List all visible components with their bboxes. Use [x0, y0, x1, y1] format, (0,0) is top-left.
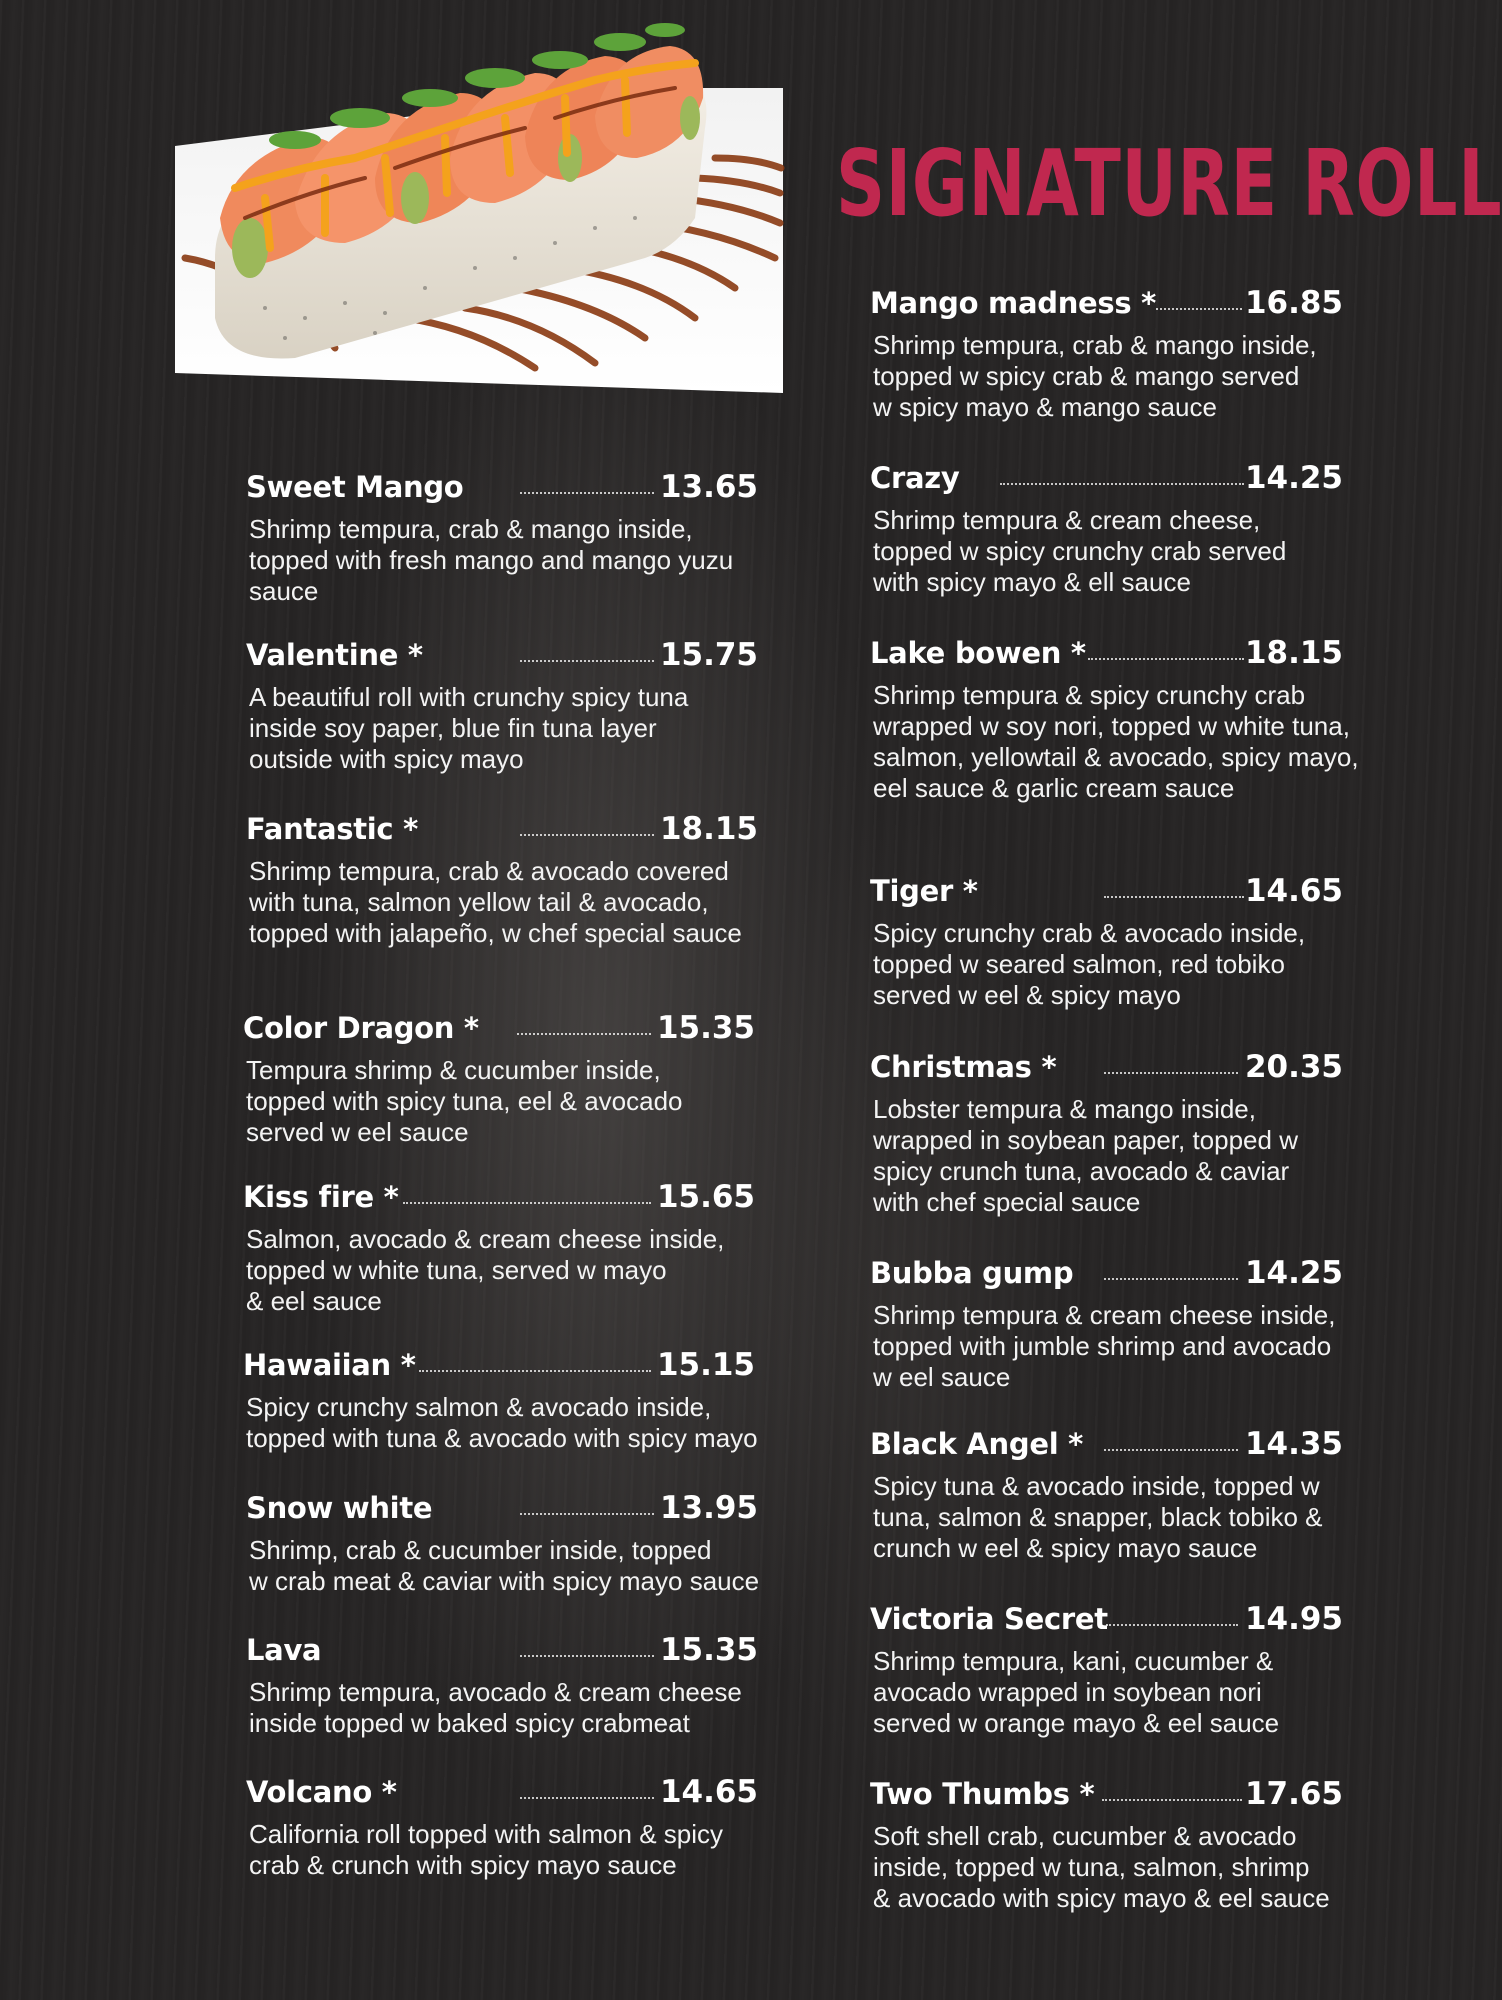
item-name: Lava [246, 1633, 322, 1667]
item-price: 15.65 [656, 1179, 755, 1215]
item-name: Christmas * [870, 1050, 1057, 1084]
item-price: 15.75 [659, 637, 758, 673]
item-price: 14.65 [1244, 873, 1343, 909]
menu-item [870, 633, 1359, 804]
dotted-leader [520, 834, 654, 836]
item-description: Tempura shrimp & cucumber inside, topped with spicy tuna, eel & avocado served w eel sauce [246, 1055, 683, 1147]
item-name: Snow white [246, 1491, 433, 1525]
item-price: 15.35 [656, 1010, 755, 1046]
item-name: Lake bowen * [870, 636, 1086, 670]
item-price: 17.65 [1244, 1776, 1343, 1812]
item-name: Crazy [870, 461, 960, 495]
item-price: 18.15 [1244, 635, 1343, 671]
menu-item [243, 1345, 765, 1454]
item-price: 14.65 [659, 1774, 758, 1810]
item-name: Sweet Mango [246, 470, 464, 504]
item-description: Shrimp tempura, crab & mango inside, topped w spicy crab & mango served w spicy mayo & mango sauce [873, 330, 1317, 422]
dotted-leader [1104, 1449, 1238, 1451]
item-name: Volcano * [246, 1775, 397, 1809]
item-price: 14.35 [1244, 1426, 1343, 1462]
item-description: Shrimp tempura, kani, cucumber & avocado wrapped in soybean nori served w orange mayo & eel sauce [873, 1646, 1280, 1738]
item-name: Black Angel * [870, 1427, 1084, 1461]
item-description: Shrimp tempura, crab & mango inside, topped with fresh mango and mango yuzu sauce [249, 514, 734, 606]
item-price: 15.15 [656, 1347, 755, 1383]
item-name: Fantastic * [246, 812, 418, 846]
dotted-leader [1088, 658, 1244, 660]
dotted-leader [1102, 1799, 1242, 1801]
menu-item [870, 1047, 1345, 1218]
menu-item [243, 1177, 765, 1317]
dotted-leader [520, 492, 654, 494]
item-name: Victoria Secret [870, 1602, 1108, 1636]
item-name: Color Dragon * [243, 1011, 479, 1045]
menu-item [246, 635, 768, 775]
menu-item [870, 283, 1345, 423]
item-price: 20.35 [1244, 1049, 1343, 1085]
item-description: Soft shell crab, cucumber & avocado inside, topped w tuna, salmon, shrimp & avocado with spicy mayo & eel sauce [873, 1821, 1330, 1913]
item-name: Mango madness * [870, 286, 1156, 320]
menu-item [870, 1599, 1345, 1739]
item-description: Salmon, avocado & cream cheese inside, topped w white tuna, served w mayo & eel sauce [246, 1224, 725, 1316]
item-description: Shrimp, crab & cucumber inside, topped w crab meat & caviar with spicy mayo sauce [249, 1535, 760, 1596]
item-price: 15.35 [659, 1632, 758, 1668]
item-price: 18.15 [659, 811, 758, 847]
item-price: 14.25 [1244, 460, 1343, 496]
menu-item [870, 1774, 1345, 1914]
dotted-leader [520, 660, 654, 662]
item-price: 14.25 [1244, 1255, 1343, 1291]
menu-item [246, 809, 768, 949]
dotted-leader [1156, 308, 1242, 310]
menu-item [870, 1253, 1345, 1393]
item-name: Bubba gump [870, 1256, 1074, 1290]
item-description: Shrimp tempura & cream cheese, topped w spicy crunchy crab served with spicy mayo & ell sauce [873, 505, 1287, 597]
item-description: A beautiful roll with crunchy spicy tuna inside soy paper, blue fin tuna layer outside with spicy mayo [249, 682, 689, 774]
dotted-leader [1104, 896, 1244, 898]
item-price: 13.95 [659, 1490, 758, 1526]
dotted-leader [520, 1655, 654, 1657]
menu-item [246, 1488, 768, 1597]
dotted-leader [1106, 1624, 1238, 1626]
item-name: Kiss fire * [243, 1180, 399, 1214]
menu-item [870, 458, 1345, 598]
item-description: Shrimp tempura & cream cheese inside, topped with jumble shrimp and avocado w eel sauce [873, 1300, 1336, 1392]
dotted-leader [1104, 1072, 1238, 1074]
dotted-leader [517, 1033, 651, 1035]
menu-item [870, 1424, 1345, 1564]
item-price: 13.65 [659, 469, 758, 505]
item-description: Shrimp tempura & spicy crunchy crab wrapped w soy nori, topped w white tuna, salmon, yellowtail & avocado, spicy mayo, eel sauce & garlic cream sauce [873, 680, 1359, 803]
dotted-leader [1104, 1278, 1238, 1280]
dotted-leader [520, 1513, 654, 1515]
item-name: Tiger * [870, 874, 978, 908]
item-description: Lobster tempura & mango inside, wrapped in soybean paper, topped w spicy crunch tuna, avocado & caviar with chef special sauce [873, 1094, 1298, 1217]
item-name: Hawaiian * [243, 1348, 416, 1382]
dotted-leader [403, 1202, 651, 1204]
item-description: Spicy crunchy crab & avocado inside, topped w seared salmon, red tobiko served w eel & spicy mayo [873, 918, 1306, 1010]
item-price: 14.95 [1244, 1601, 1343, 1637]
menu-item [246, 1630, 768, 1739]
menu-item [243, 1008, 765, 1148]
item-name: Valentine * [246, 638, 423, 672]
item-description: Shrimp tempura, avocado & cream cheese inside topped w baked spicy crabmeat [249, 1677, 742, 1738]
menu-title: SIGNATURE ROLL [836, 130, 1502, 237]
dotted-leader [419, 1370, 651, 1372]
item-price: 16.85 [1244, 285, 1343, 321]
sushi-roll-photo [175, 18, 783, 396]
menu-item [246, 467, 768, 607]
item-name: Two Thumbs * [870, 1777, 1095, 1811]
menu-item [870, 871, 1345, 1011]
dotted-leader [1000, 483, 1244, 485]
item-description: California roll topped with salmon & spicy crab & crunch with spicy mayo sauce [249, 1819, 723, 1880]
dotted-leader [520, 1797, 654, 1799]
item-description: Spicy tuna & avocado inside, topped w tuna, salmon & snapper, black tobiko & crunch w eel & spicy mayo sauce [873, 1471, 1323, 1563]
menu-item [246, 1772, 768, 1881]
item-description: Spicy crunchy salmon & avocado inside, topped with tuna & avocado with spicy mayo [246, 1392, 758, 1453]
item-description: Shrimp tempura, crab & avocado covered with tuna, salmon yellow tail & avocado, topped with jalapeño, w chef special sauce [249, 856, 742, 948]
